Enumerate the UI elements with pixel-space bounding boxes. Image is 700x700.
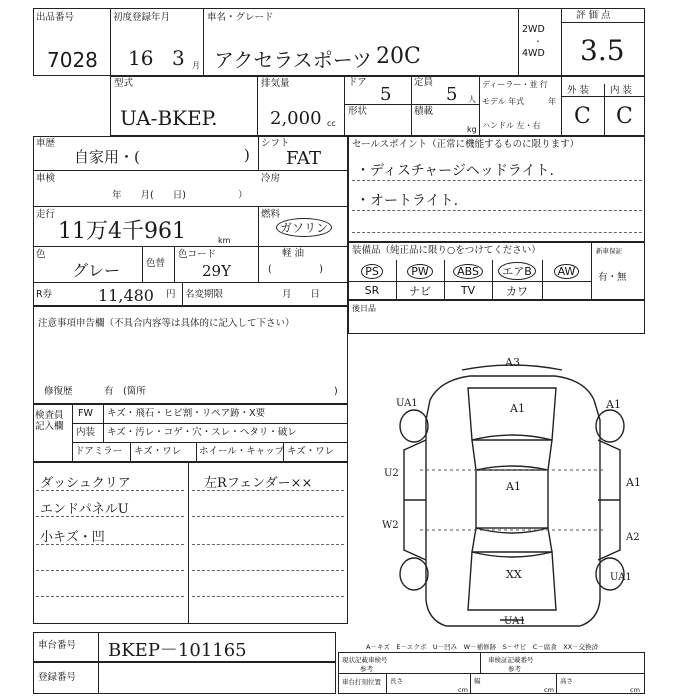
mirror-items: キズ・ワレ	[134, 446, 182, 457]
model-grade-label: 車名・グレード	[207, 12, 274, 23]
footer-5cm: cm	[544, 686, 554, 694]
grade-value: 20C	[376, 44, 421, 69]
equipment-pw: PW	[396, 261, 444, 281]
footer-1: 現状記載車検号	[342, 656, 388, 664]
light-oil-label: 軽 油	[282, 248, 305, 259]
shift-label: シフト	[261, 138, 290, 149]
repair-history-label: 修復歴	[44, 386, 73, 397]
equipment-leather: カワ	[506, 284, 528, 298]
notes-header: 注意事項申告欄（不具合内容等は具体的に記入して下さい）	[38, 318, 295, 329]
mileage-value: 11万4千961	[58, 219, 186, 244]
doors-label: ドア	[348, 77, 367, 88]
mark-right-front: A1	[606, 398, 621, 411]
interior-label: 内 装	[610, 85, 633, 96]
shift-value: FAT	[286, 148, 321, 169]
light-oil-paren: ( )	[268, 264, 323, 275]
mark-right-rear: A2	[626, 532, 640, 543]
warranty-yes-no: 有・無	[598, 272, 627, 283]
model-name: アクセラスポーツ	[214, 48, 372, 72]
score-value: 3.5	[580, 34, 625, 67]
mark-roof: A1	[506, 480, 521, 493]
equipment-ps: PS	[348, 261, 396, 281]
footer-2: 車台打刻位置	[342, 678, 381, 686]
inspection-date: 年 月( 日)	[112, 190, 186, 201]
fourwd-label: 4WD	[522, 48, 545, 59]
repair-history-value: 有 (箇所	[104, 386, 146, 397]
year-suffix: 年	[548, 97, 556, 106]
name-change-date: 月 日	[282, 289, 321, 300]
displacement-value: 2,000	[270, 108, 322, 129]
footer-4cm: cm	[458, 686, 468, 694]
recycle-label: R券	[36, 289, 53, 300]
fw-items: キズ・飛石・ヒビ割・リペア跡・X要	[107, 408, 266, 419]
mark-left-rear: W2	[382, 520, 399, 531]
footer-6: 高さ	[560, 677, 573, 685]
wheel-label: ホイール・キャップ	[199, 446, 285, 457]
exterior-label: 外 装	[567, 85, 590, 96]
doors-value: 5	[380, 84, 392, 105]
first-reg-label: 初度登録年月	[113, 12, 171, 23]
history-value: 自家用・(	[74, 148, 140, 166]
footer-4: 長さ	[390, 677, 403, 685]
model-year-label: モデル 年式	[482, 97, 525, 106]
color-value: グレー	[72, 261, 121, 280]
reg-label: 登録番号	[38, 672, 77, 683]
post-items-label: 後日品	[352, 304, 376, 313]
yen-label: 円	[166, 289, 176, 300]
equipment-aw: AW	[542, 261, 591, 281]
dealer-label: ディーラー・並 行	[482, 80, 548, 89]
mark-trunk: XX	[506, 568, 522, 581]
capacity-label: 定員	[414, 77, 434, 88]
equipment-sr: SR	[364, 284, 380, 297]
mark-left-mid: U2	[384, 468, 399, 479]
displacement-label: 排気量	[261, 78, 290, 89]
history-label: 車歴	[36, 138, 56, 149]
selling-points-label: セールスポイント（正常に機能するものに限ります）	[352, 139, 580, 150]
color-code-label: 色コード	[178, 249, 217, 260]
reg-box	[33, 662, 336, 694]
score-label: 評 価 点	[576, 10, 611, 21]
interior-row-items: キズ・汚レ・コゲ・穴・スレ・ヘタリ・破レ	[107, 427, 297, 438]
dot-label: ・	[534, 37, 542, 46]
lot-no-label: 出品番号	[36, 12, 75, 23]
first-reg-year: 16	[128, 46, 154, 70]
fuel-label: 燃料	[261, 209, 281, 220]
color-change-label: 色替	[146, 258, 166, 269]
note-3: 小キズ・凹	[40, 530, 105, 545]
equipment-navi: ナビ	[409, 284, 431, 298]
equipment-tv: TV	[460, 284, 476, 297]
mark-bottom: UA1	[504, 616, 526, 627]
twowd-label: 2WD	[522, 24, 545, 35]
mark-right-mid: A1	[626, 476, 641, 489]
note-1: ダッシュクリア	[40, 476, 131, 491]
mark-top: A3	[505, 356, 520, 369]
inspection-close: ）	[238, 190, 248, 201]
interior-row-label: 内装	[76, 427, 96, 438]
footer-3b: 参考	[508, 665, 521, 673]
first-reg-month: 3	[172, 46, 185, 70]
mark-rear-quarter: UA1	[610, 572, 632, 583]
legend: A－キズ E－エクボ U－凹み W－補修跡 S－サビ C－腐食 XX－交換済	[366, 643, 599, 651]
handle-label: ハンドル 左・右	[482, 121, 541, 130]
selling-point-2: ・オートライト.	[356, 193, 459, 209]
cc-label: cc	[327, 119, 336, 128]
footer-3: 車検証記載番号	[488, 656, 534, 664]
kg-label: kg	[467, 125, 477, 134]
interior-grade: C	[616, 104, 633, 129]
mark-hood: A1	[510, 402, 525, 415]
color-label: 色	[36, 249, 46, 260]
lot-no-value: 7028	[47, 48, 98, 72]
equipment-label: 装備品（純正品に限り○をつけてください）	[352, 245, 541, 256]
newcar-warranty-label: 新車保証	[596, 247, 622, 255]
history-close: )	[244, 146, 250, 164]
fw-label: FW	[78, 408, 93, 419]
chassis-value: BKEP－101165	[108, 640, 247, 661]
inspection-label: 車検	[36, 173, 56, 184]
exterior-grade: C	[574, 104, 591, 129]
mirror-label: ドアミラー	[75, 446, 123, 457]
mark-left-front: UA1	[396, 398, 418, 409]
nin-label: 人	[468, 95, 476, 104]
month-label: 月	[192, 61, 200, 70]
load-label: 積載	[414, 106, 434, 117]
footer-5: 幅	[474, 677, 481, 685]
model-code-label: 型式	[114, 78, 134, 89]
km-label: km	[218, 236, 231, 245]
fuel-value: ガソリン	[276, 218, 332, 237]
model-code-value: UA-BKEP.	[120, 106, 218, 130]
chassis-label: 車台番号	[38, 640, 77, 651]
name-change-label: 名変期限	[185, 289, 224, 300]
recycle-value: 11,480	[98, 286, 154, 305]
equipment-airbag: エアB	[492, 261, 542, 281]
note-2: エンドパネルU	[40, 502, 129, 517]
note-right: 左Rフェンダー××	[204, 476, 313, 491]
shape-label: 形状	[348, 106, 368, 117]
capacity-value: 5	[446, 84, 458, 105]
inspector-label: 検査員 記入欄	[35, 410, 64, 432]
color-code-value: 29Y	[202, 262, 231, 280]
footer-6cm: cm	[630, 686, 640, 694]
mileage-label: 走行	[36, 209, 56, 220]
footer-1b: 参考	[360, 665, 373, 673]
aircon-label: 冷房	[261, 173, 281, 184]
wheel-items: キズ・ワレ	[287, 446, 335, 457]
equipment-abs: ABS	[444, 261, 492, 281]
repair-history-close: )	[334, 386, 338, 397]
selling-point-1: ・ディスチャージヘッドライト.	[356, 163, 554, 179]
